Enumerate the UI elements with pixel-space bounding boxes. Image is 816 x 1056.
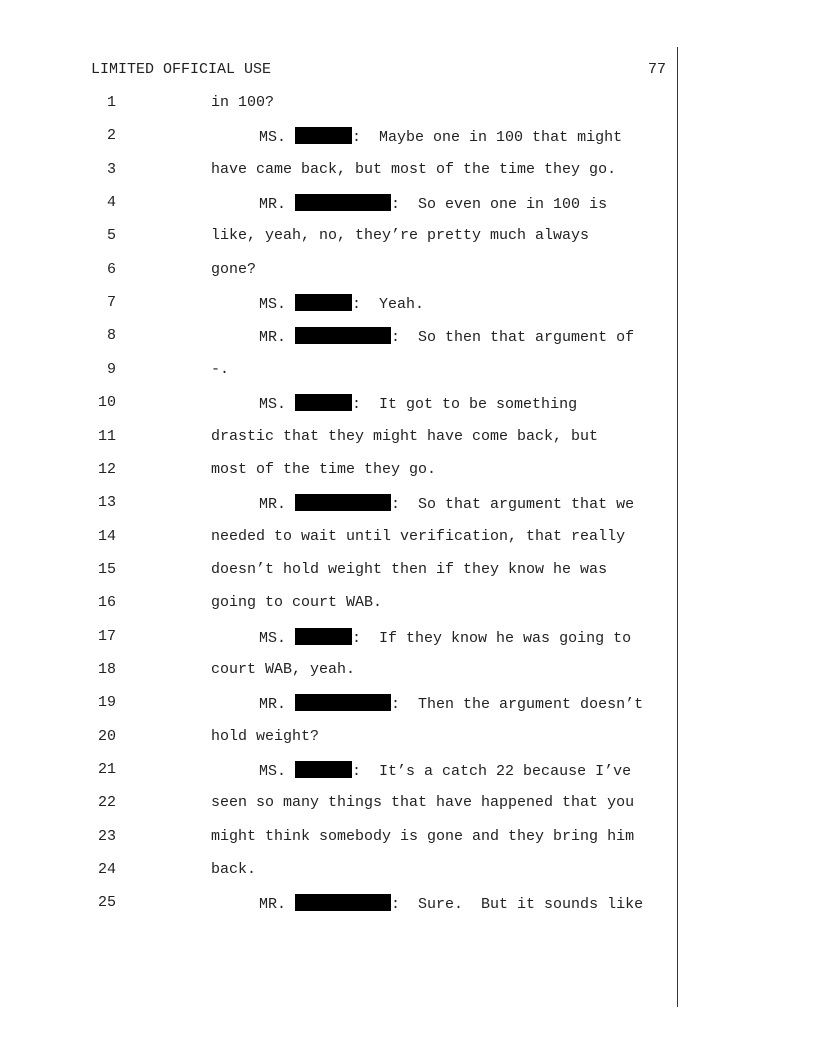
speaker-title: MS. (259, 763, 287, 780)
line-number: 24 (97, 861, 116, 879)
speaker-statement: : It got to be something (352, 396, 578, 414)
line-number: 6 (106, 260, 116, 278)
transcript-line (0, 127, 676, 149)
speaker-line (259, 194, 607, 213)
transcript-line (0, 694, 676, 716)
speaker-line (259, 294, 424, 313)
line-text: gone? (211, 260, 257, 278)
line-number: 23 (97, 827, 116, 845)
speaker-line (259, 761, 631, 780)
line-text: going to court WAB. (211, 594, 383, 612)
transcript-line (0, 461, 676, 483)
redaction-box (295, 494, 391, 511)
line-text: seen so many things that have happened that you (211, 794, 635, 812)
transcript-line (0, 194, 676, 216)
transcript-line (0, 294, 676, 316)
speaker-line (259, 127, 622, 146)
transcript-line (0, 594, 676, 616)
line-text: -. (211, 360, 230, 378)
line-number: 14 (97, 527, 116, 545)
speaker-title: MR. (259, 896, 287, 914)
line-text: like, yeah, no, they’re pretty much always (211, 227, 590, 245)
speaker-statement: : So even one in 100 is (391, 196, 608, 214)
transcript-line (0, 227, 676, 249)
line-number: 20 (97, 727, 116, 745)
line-text: doesn’t hold weight then if they know he was (211, 560, 608, 578)
transcript-line (0, 428, 676, 450)
line-text: most of the time they go. (211, 460, 437, 478)
speaker-statement: : So that argument that we (391, 496, 635, 514)
speaker-title: MR. (259, 329, 287, 347)
line-number: 17 (97, 627, 116, 645)
line-number: 18 (97, 660, 116, 678)
speaker-line (259, 327, 634, 346)
line-number: 21 (97, 761, 116, 778)
line-number: 2 (106, 127, 116, 145)
speaker-line (259, 394, 577, 413)
speaker-line (259, 628, 631, 647)
transcript-line (0, 661, 676, 683)
line-number: 4 (106, 194, 116, 212)
line-number: 1 (106, 94, 116, 111)
transcript-line (0, 761, 676, 783)
line-number: 25 (97, 894, 116, 912)
transcript-line (0, 861, 676, 883)
line-number: 7 (106, 294, 116, 312)
redaction-box (295, 761, 352, 778)
line-number: 13 (97, 494, 116, 512)
line-number: 15 (97, 560, 116, 578)
redaction-box (295, 394, 352, 411)
transcript-line (0, 394, 676, 416)
line-number: 9 (106, 360, 116, 378)
line-text: court WAB, yeah. (211, 660, 356, 678)
line-text: back. (211, 861, 257, 879)
transcript-line (0, 561, 676, 583)
transcript-line (0, 361, 676, 383)
redaction-box (295, 294, 352, 311)
speaker-title: MS. (259, 296, 287, 314)
redaction-box (295, 194, 391, 211)
transcript-line (0, 528, 676, 550)
line-number: 5 (106, 227, 116, 245)
line-number: 3 (106, 160, 116, 178)
speaker-line (259, 694, 643, 713)
line-text: have came back, but most of the time they go. (211, 160, 617, 178)
line-number: 8 (106, 327, 116, 345)
speaker-line (259, 894, 643, 913)
speaker-title: MR. (259, 196, 287, 214)
transcript-line (0, 894, 676, 916)
transcript-line (0, 494, 676, 516)
line-text: hold weight? (211, 727, 320, 745)
line-number: 16 (97, 594, 116, 612)
speaker-statement: : Sure. But it sounds like (391, 896, 644, 914)
line-text: needed to wait until verification, that really (211, 527, 626, 545)
speaker-title: MR. (259, 496, 287, 514)
transcript-line (0, 828, 676, 850)
line-text: might think somebody is gone and they bring him (211, 827, 635, 845)
speaker-title: MS. (259, 396, 287, 414)
speaker-statement: : Maybe one in 100 that might (352, 129, 623, 147)
transcript-line (0, 728, 676, 750)
classification-header: LIMITED OFFICIAL USE (91, 61, 272, 78)
speaker-statement: : Then the argument doesn’t (391, 696, 644, 714)
speaker-line (259, 494, 634, 513)
line-number: 19 (97, 694, 116, 712)
transcript-line (0, 261, 676, 283)
page-number: 77 (647, 61, 666, 78)
transcript-line (0, 94, 676, 116)
speaker-title: MR. (259, 696, 287, 714)
line-number: 12 (97, 460, 116, 478)
redaction-box (295, 327, 391, 344)
transcript-line (0, 161, 676, 183)
redaction-box (295, 694, 391, 711)
transcript-line (0, 327, 676, 349)
line-number: 10 (97, 394, 116, 412)
transcript-line (0, 794, 676, 816)
speaker-title: MS. (259, 629, 287, 647)
right-margin-rule (677, 47, 678, 1007)
line-number: 22 (97, 794, 116, 812)
speaker-statement: : So then that argument of (391, 329, 635, 347)
line-text: in 100? (211, 94, 275, 111)
redaction-box (295, 894, 391, 911)
speaker-statement: : If they know he was going to (352, 629, 632, 647)
line-text: drastic that they might have come back, but (211, 427, 599, 445)
speaker-statement: : Yeah. (352, 296, 425, 314)
redaction-box (295, 127, 352, 144)
line-number: 11 (97, 427, 116, 445)
redaction-box (295, 628, 352, 645)
speaker-title: MS. (259, 129, 287, 147)
transcript-line (0, 628, 676, 650)
speaker-statement: : It’s a catch 22 because I’ve (352, 763, 632, 780)
